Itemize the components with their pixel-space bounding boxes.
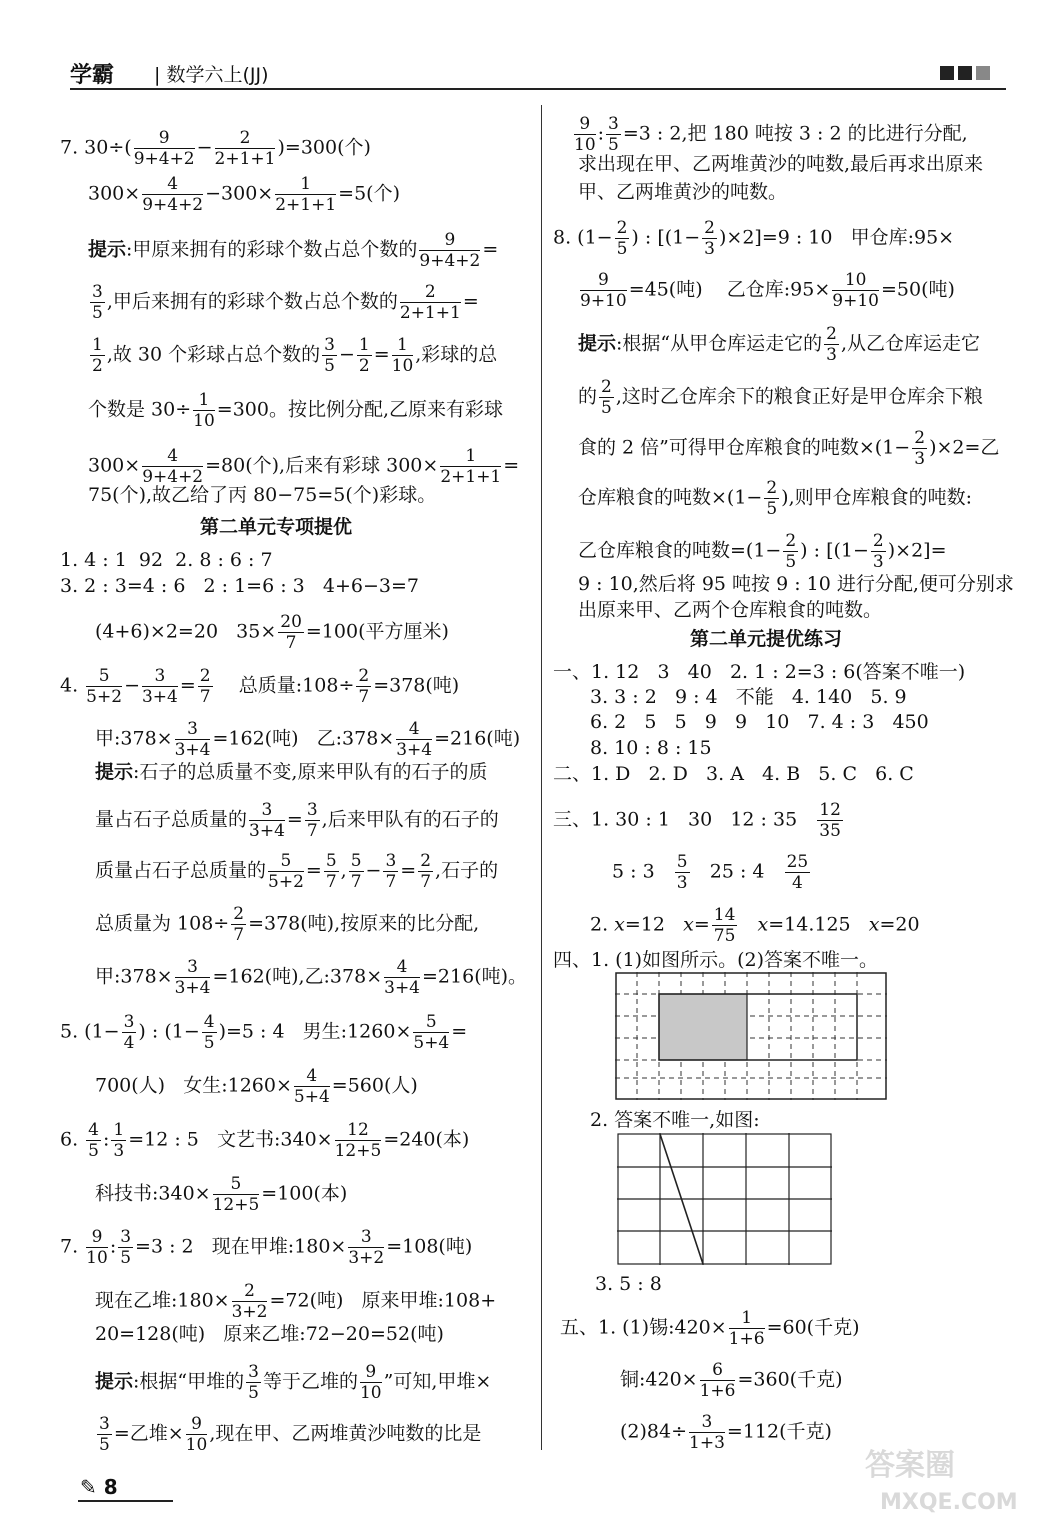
hint-line: 提示:根据“从甲仓库运走它的 $\frac{2}{3}$ ,从乙仓库运走它 [578,324,981,365]
hint-line: 求出现在甲、乙两堆黄沙的吨数,最后再求出原来 [578,153,984,175]
hint-line: 乙仓库粮食的吨数=(1− $\frac{2}{5}$ ) : [(1− $\frac{2}{3}$ )×2]= [578,531,947,572]
hint-line: $\frac{3}{5}$ ,甲后来拥有的彩球个数占总个数的 $\frac{2}{2+1+1}$ = [92,282,479,323]
answer-line: 五、1. (1)锡:420× $\frac{1}{1+6}$ =60(千克) [560,1308,860,1349]
answer-line: 3. 5 : 8 [595,1273,662,1295]
column-divider [541,105,542,1450]
page-footer [80,1475,118,1499]
answer-line: 3. 3 : 2 9 : 4 不能 4. 140 5. 9 [590,686,907,708]
answer-line: 300× $\frac{4}{9+4+2}$ −300× $\frac{1}{2+1+1}$ =5(个) [88,174,401,215]
hint-line: 食的 2 倍”可得甲仓库粮食的吨数×(1− $\frac{2}{3}$ )×2=乙 [578,428,1000,469]
watermark-logo: 答案圈 [865,1448,955,1483]
hint-line: 提示:根据“甲堆的 $\frac{3}{5}$ 等于乙堆的 $\frac{9}{10}$ ”可知,甲堆× [95,1362,492,1403]
hint-line: 提示:甲原来拥有的彩球个数占总个数的 $\frac{9}{9+4+2}$ = [88,230,499,271]
answer-line: 20=128(吨) 原来乙堆:72−20=52(吨) [95,1323,444,1345]
answer-line: 5 : 3 $\frac{5}{3}$ 25 : 4 $\frac{25}{4}$ [612,852,809,893]
answer-line: 6. 2 5 5 9 9 10 7. 4 : 3 450 [590,711,929,733]
answer-line: 8. (1− $\frac{2}{5}$ ) : [(1− $\frac{2}{3}$ )×2]=9 : 10 甲仓库:95× [553,218,955,259]
grid-figure-2 [617,1133,832,1265]
hint-line: $\frac{1}{2}$ ,故 30 个彩球占总个数的 $\frac{3}{5}$ − $\frac{1}{2}$ = $\frac{1}{10}$ ,彩球的总 [92,335,498,376]
answer-line: 科技书:340× $\frac{5}{12+5}$ =100(本) [95,1174,348,1215]
answer-line: 二、1. D 2. D 3. A 4. B 5. C 6. C [553,763,914,785]
answer-line: $\frac{9}{9+10}$ =45(吨) 乙仓库:95× $\frac{10}{9+10}$ =50(吨) [580,270,955,311]
answer-line: 5. (1− $\frac{3}{4}$ ) : (1− $\frac{4}{5}$ )=5 : 4 男生:1260× $\frac{5}{5+4}$ = [60,1012,468,1053]
pencil-icon: ✎ [80,1475,97,1499]
answer-line: 700(人) 女生:1260× $\frac{4}{5+4}$ =560(人) [95,1066,418,1107]
answer-line: 8. 10 : 8 : 15 [590,737,712,759]
hint-line: 甲、乙两堆黄沙的吨数。 [578,181,788,203]
hint-line: 9 : 10,然后将 95 吨按 9 : 10 进行分配,便可分别求 [578,573,1014,595]
brand-logo: 学霸 [70,63,115,88]
grid-figure-1 [615,972,887,1100]
hint-line: 提示:石子的总质量不变,原来甲队有的石子的质 [95,761,488,783]
footer-rule [78,1500,173,1502]
watermark-url: MXQE.COM [880,1490,1018,1515]
section-title: 第二单元专项提优 [200,516,353,538]
header-square-icon [958,66,972,80]
header-square-icon [940,66,954,80]
section-title: 第二单元提优练习 [690,628,843,650]
answer-line: 铜:420× $\frac{6}{1+6}$ =360(千克) [620,1360,843,1401]
answer-line: 4. $\frac{5}{5+2}$ − $\frac{3}{3+4}$ = $\frac{2}{7}$ 总质量:108÷ $\frac{2}{7}$ =378(吨) [60,666,460,707]
hint-line: $\frac{3}{5}$ =乙堆× $\frac{9}{10}$ ,现在甲、乙两堆黄沙吨数的比是 [99,1414,482,1455]
page-header [70,58,1010,88]
answer-line: 7. $\frac{9}{10}$ : $\frac{3}{5}$ =3 : 2 现在甲堆:180× $\frac{3}{3+2}$ =108(吨) [60,1227,473,1268]
answer-line: 3. 2 : 3=4 : 6 2 : 1=6 : 3 4+6−3=7 [60,575,419,597]
hint-line: 个数是 30÷ $\frac{1}{10}$ =300。按比例分配,乙原来有彩球 [88,390,504,431]
hint-line: 质量占石子总质量的 $\frac{5}{5+2}$ = $\frac{5}{7}$ , $\frac{5}{7}$ − $\frac{3}{7}$ = $\frac{2}{7}$ ,石子的 [95,851,499,892]
hint-line: 仓库粮食的吨数×(1− $\frac{2}{5}$ ),则甲仓库粮食的吨数: [578,478,973,519]
hint-line: $\frac{9}{10}$ : $\frac{3}{5}$ =3 : 2,把 180 吨按 3 : 2 的比进行分配, [574,114,968,155]
answer-line: 三、1. 30 : 1 30 12 : 35 $\frac{12}{35}$ [553,800,841,841]
hint-line: 总质量为 108÷ $\frac{2}{7}$ =378(吨),按原来的比分配, [95,904,480,945]
answer-line: (4+6)×2=20 35× $\frac{20}{7}$ =100(平方厘米) [95,612,449,653]
answer-line: 2. 答案不唯一,如图: [590,1109,760,1131]
answer-line: 一、1. 12 3 40 2. 1 : 2=3 : 6(答案不唯一) [553,661,966,683]
answer-line: 现在乙堆:180× $\frac{2}{3+2}$ =72(吨) 原来甲堆:108+ [95,1281,497,1322]
hint-line: 300× $\frac{4}{9+4+2}$ =80(个),后来有彩球 300× $\frac{1}{2+1+1}$ = [88,446,520,487]
answer-line: (2)84÷ $\frac{3}{1+3}$ =112(千克) [620,1412,832,1453]
hint-line: 甲:378× $\frac{3}{3+4}$ =162(吨),乙:378× $\frac{4}{3+4}$ =216(吨)。 [95,957,528,998]
hint-line: 的 $\frac{2}{5}$ ,这时乙仓库余下的粮食正好是甲仓库余下粮 [578,377,983,418]
answer-line: 7. 30÷( $\frac{9}{9+4+2}$ − $\frac{2}{2+1+1}$ )=300(个) [60,128,371,169]
subject-title: | 数学六上(JJ) [154,64,269,86]
page-number: 8 [103,1475,118,1499]
answer-line: 6. $\frac{4}{5}$ : $\frac{1}{3}$ =12 : 5 文艺书:340× $\frac{12}{12+5}$ =240(本) [60,1120,470,1161]
hint-line: 75(个),故乙给了丙 80−75=5(个)彩球。 [88,484,437,506]
answer-line: 2. x=12 x= $\frac{14}{75}$ x=14.125 x=20 [590,905,920,946]
answer-line: 1. 4 : 1 92 2. 8 : 6 : 7 [60,549,273,571]
answer-line: 甲:378× $\frac{3}{3+4}$ =162(吨) 乙:378× $\frac{4}{3+4}$ =216(吨) [95,719,521,760]
header-rule [70,88,1006,90]
hint-line: 量占石子总质量的 $\frac{3}{3+4}$ = $\frac{3}{7}$ ,后来甲队有的石子的 [95,800,499,841]
header-square-icon [976,66,990,80]
answer-line: 四、1. (1)如图所示。(2)答案不唯一。 [553,949,878,971]
hint-line: 出原来甲、乙两个仓库粮食的吨数。 [578,599,883,621]
